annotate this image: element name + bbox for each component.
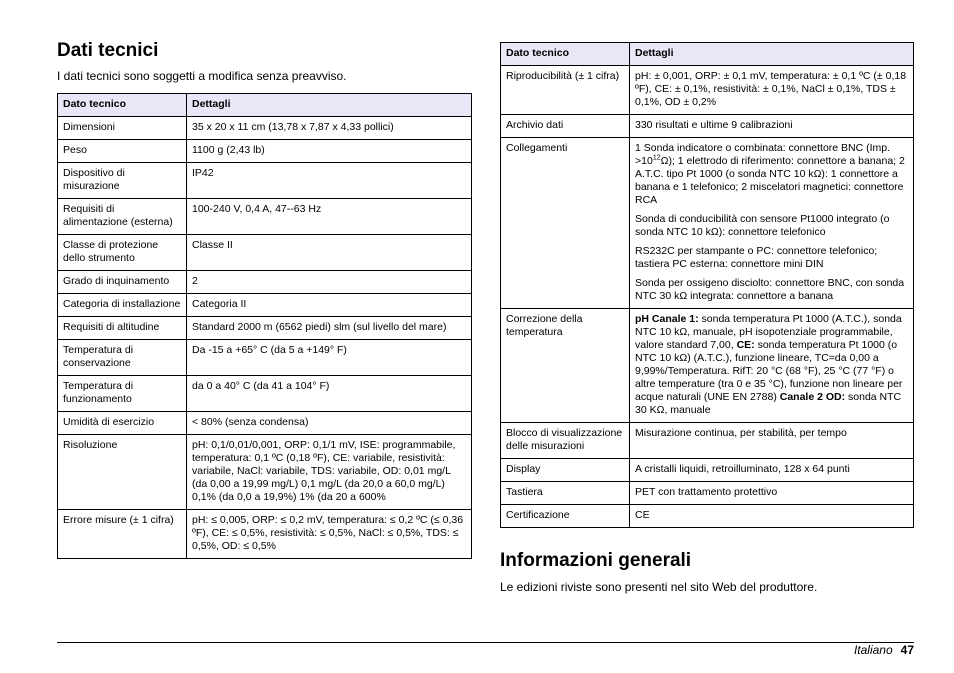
- spec-value: Standard 2000 m (6562 piedi) slm (sul livello del mare): [187, 317, 472, 340]
- header-dettagli: Dettagli: [630, 43, 914, 66]
- collegamenti-para-4: Sonda per ossigeno disciolto: connettore BNC, con sonda NTC 30 kΩ integrata: connettore a banana: [635, 277, 905, 302]
- bold-text: Canale 2 OD:: [779, 391, 846, 403]
- table-row: [501, 482, 914, 505]
- header-dato-tecnico: Dato tecnico: [501, 43, 630, 66]
- spec-value: 100-240 V, 0,4 A, 47--63 Hz: [187, 199, 472, 235]
- spec-value: 35 x 20 x 11 cm (13,78 x 7,87 x 4,33 pollici): [187, 117, 472, 140]
- table-row: [501, 505, 914, 528]
- header-dato-tecnico: Dato tecnico: [58, 94, 187, 117]
- page-number: 47: [900, 643, 914, 657]
- spec-label: Display: [501, 459, 630, 482]
- section-title-informazioni-generali: Informazioni generali: [500, 550, 692, 571]
- spec-label: Umidità di esercizio: [58, 412, 187, 435]
- spec-value: 2: [187, 271, 472, 294]
- spec-label: Categoria di installazione: [58, 294, 187, 317]
- spec-value: IP42: [187, 163, 472, 199]
- spec-label: Requisiti di alimentazione (esterna): [58, 199, 187, 235]
- spec-label: Dimensioni: [58, 117, 187, 140]
- table-row: [58, 235, 472, 271]
- spec-value: Classe II: [187, 235, 472, 271]
- table-row: [501, 115, 914, 138]
- spec-value: da 0 a 40° C (da 41 a 104° F): [187, 376, 472, 412]
- spec-value: pH: ± 0,001, ORP: ± 0,1 mV, temperatura: ± 0,1 ºC (± 0,18 ºF), CE: ± 0,1%, resistività: ± 0,1%, NaCl ± 0,1%, TDS ± 0,1%, OD ± 0,2%: [630, 66, 914, 115]
- spec-label: Archivio dati: [501, 115, 630, 138]
- bold-text: pH Canale 1:: [635, 313, 699, 325]
- table-row: [58, 163, 472, 199]
- specs-table-left: [57, 93, 472, 559]
- table-row: [58, 376, 472, 412]
- spec-label: Peso: [58, 140, 187, 163]
- spec-label: Tastiera: [501, 482, 630, 505]
- spec-value: < 80% (senza condensa): [187, 412, 472, 435]
- table-row: [58, 294, 472, 317]
- spec-label: Blocco di visualizzazione delle misurazioni: [501, 423, 630, 459]
- spec-value: [630, 138, 914, 309]
- collegamenti-para-2: Sonda di conducibilità con sensore Pt1000 integrato (o sonda NTC 10 kΩ): connettore telefonico: [635, 213, 890, 238]
- spec-label: Correzione della temperatura: [501, 309, 630, 423]
- spec-value: CE: [630, 505, 914, 528]
- section-text-informazioni-generali: Le edizioni riviste sono presenti nel sito Web del produttore.: [500, 580, 818, 594]
- text-span: sonda temperatura Pt 1000 (o NTC 10 kΩ) (A.T.C.), funzione lineare, TC=da 0,00 a 9,99%/Temperatura. RifT: 20 °C (68 °F), 25 °C (77 °F) o altre temperature (tra 0 e 35 °C), funzione non lineare per acque naturali (UNE EN 2788): [635, 339, 903, 403]
- spec-value: 330 risultati e ultime 9 calibrazioni: [630, 115, 914, 138]
- table-row: [58, 340, 472, 376]
- table-row: [58, 510, 472, 559]
- text-span: sonda temperatura Pt 1000 (A.T.C.), sonda NTC 10 kΩ, manuale, pH isopotenziale programmabile, valore standard 7,00,: [635, 313, 902, 351]
- bold-text: CE:: [736, 339, 755, 351]
- table-row: [58, 412, 472, 435]
- table-row: [501, 66, 914, 115]
- spec-label: Errore misure (± 1 cifra): [58, 510, 187, 559]
- spec-label: Dispositivo di misurazione: [58, 163, 187, 199]
- table-row: [501, 309, 914, 423]
- section-title-dati-tecnici: Dati tecnici: [57, 40, 159, 61]
- table-row: [58, 317, 472, 340]
- spec-value: Misurazione continua, per stabilità, per tempo: [630, 423, 914, 459]
- table-header-row: [501, 43, 914, 66]
- spec-value: Da -15 a +65° C (da 5 a +149° F): [187, 340, 472, 376]
- spec-value: A cristalli liquidi, retroilluminato, 128 x 64 punti: [630, 459, 914, 482]
- spec-label: Grado di inquinamento: [58, 271, 187, 294]
- table-row: [58, 140, 472, 163]
- text-span: Ω); 1 elettrodo di riferimento: connettore a banana; 2 A.T.C. tipo Pt 1000 (o sonda NTC 10 kΩ): 1 connettore a banana e 1 telefonico; 2 miscelatori magnetici: connettore RCA: [635, 155, 905, 206]
- superscript: 12: [652, 154, 661, 162]
- collegamenti-para-1: [635, 142, 908, 207]
- text-span: 1 Sonda indicatore o combinata: connettore BNC (Imp. >10: [635, 142, 891, 167]
- table-header-row: [58, 94, 472, 117]
- spec-value: pH: ≤ 0,005, ORP: ≤ 0,2 mV, temperatura: ≤ 0,2 ºC (≤ 0,36 ºF), CE: ≤ 0,5%, resistività: ≤ 0,5%, NaCl: ≤ 0,5%, TDS: ≤ 0,5%, OD: ≤ 0,5%: [187, 510, 472, 559]
- table-row: [58, 435, 472, 510]
- spec-label: Risoluzione: [58, 435, 187, 510]
- table-row: [58, 117, 472, 140]
- header-dettagli: Dettagli: [187, 94, 472, 117]
- table-row: [501, 459, 914, 482]
- footer-divider: [57, 642, 914, 643]
- text-span: sonda NTC 30 KΩ, manuale: [635, 391, 902, 416]
- spec-label: Certificazione: [501, 505, 630, 528]
- spec-value: PET con trattamento protettivo: [630, 482, 914, 505]
- spec-label: Riproducibilità (± 1 cifra): [501, 66, 630, 115]
- spec-value: 1100 g (2,43 lb): [187, 140, 472, 163]
- spec-label: Collegamenti: [501, 138, 630, 309]
- table-row: [501, 423, 914, 459]
- spec-value: [630, 309, 914, 423]
- table-row: [58, 271, 472, 294]
- intro-text: I dati tecnici sono soggetti a modifica senza preavviso.: [57, 69, 347, 83]
- spec-label: Requisiti di altitudine: [58, 317, 187, 340]
- page-footer: [854, 642, 914, 658]
- spec-label: Temperatura di funzionamento: [58, 376, 187, 412]
- table-row: [501, 138, 914, 309]
- spec-label: Temperatura di conservazione: [58, 340, 187, 376]
- spec-value: Categoria II: [187, 294, 472, 317]
- collegamenti-para-3: RS232C per stampante o PC: connettore telefonico; tastiera PC esterna: connettore mini DIN: [635, 245, 878, 270]
- table-row: [58, 199, 472, 235]
- specs-table-right: [500, 42, 914, 528]
- spec-value: pH: 0,1/0,01/0,001, ORP: 0,1/1 mV, ISE: programmabile, temperatura: 0,1 ºC (0,18 ºF), CE: variabile, resistività: variabile, NaCl: variabile, TDS: variabile, OD: 0,01 mg/L (da 0,00 a 19,99 mg/L) 0,1 mg/L (da 20,0 a 60,0 mg/L) 0,1% (da 0,0 a 19,9%) 1% (da 20 a 600%: [187, 435, 472, 510]
- footer-language: Italiano: [853, 643, 893, 657]
- spec-label: Classe di protezione dello strumento: [58, 235, 187, 271]
